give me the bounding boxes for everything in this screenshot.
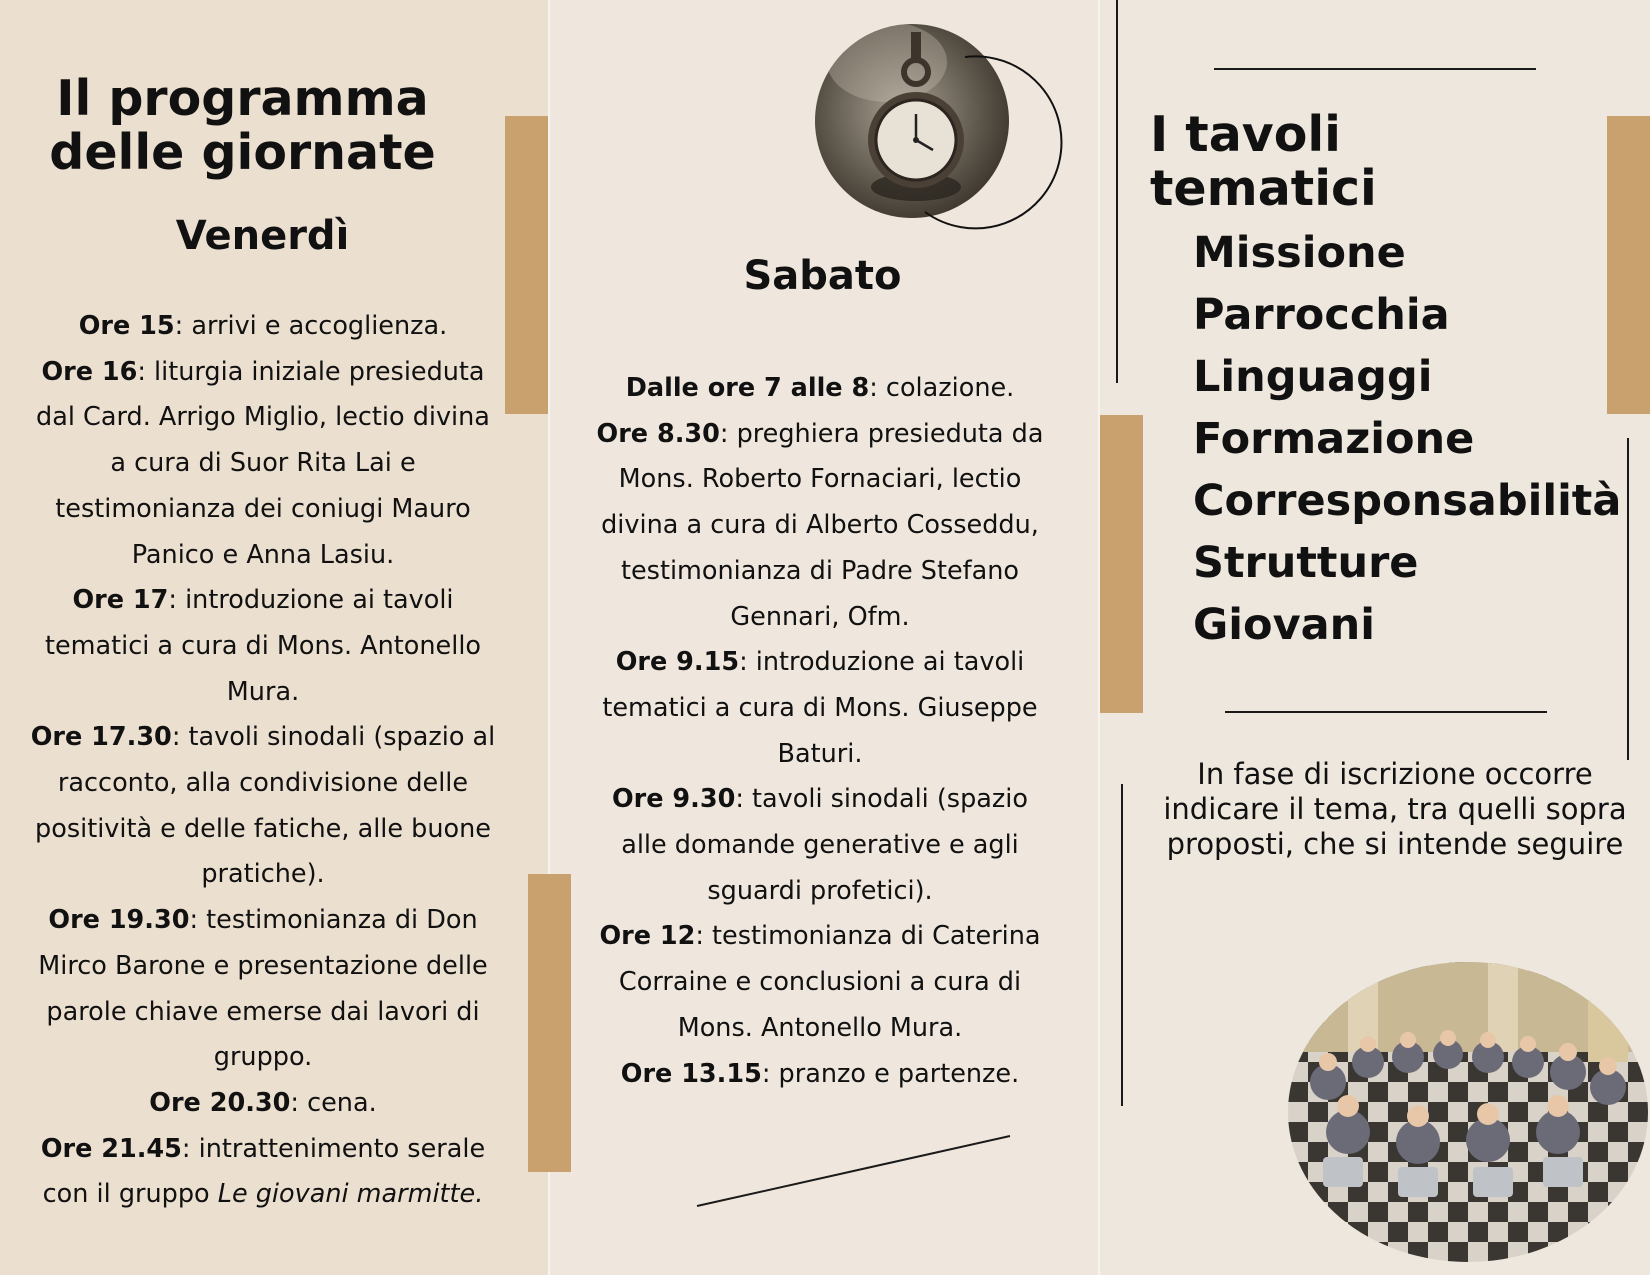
title-line-1: Il programma <box>56 70 429 127</box>
saturday-schedule <box>590 366 1050 1097</box>
topic-item: Formazione <box>1193 414 1475 464</box>
friday-schedule <box>30 304 496 1218</box>
schedule-entry: Ore 15: arrivi e accoglienza. <box>78 311 448 341</box>
schedule-entry: Ore 16: liturgia iniziale presieduta dal Card. Arrigo Miglio, lectio divina a cura di Suor Rita Lai e testimonianza dei coniugi Mauro Panico e Anna Lasiu. <box>36 356 490 570</box>
topic-item: Missione <box>1193 228 1406 278</box>
schedule-entry: Ore 21.45: intrattenimento serale con il gruppo Le giovani marmitte. <box>40 1133 486 1210</box>
topic-item: Corresponsabilità <box>1193 476 1622 526</box>
schedule-entry: Ore 17.30: tavoli sinodali (spazio al racconto, alla condivisione delle positività e delle fatiche, alle buone pratiche). <box>30 722 496 890</box>
schedule-entry: Ore 8.30: preghiera presieduta da Mons. Roberto Fornaciari, lectio divina a cura di Alberto Cosseddu, testimonianza di Padre Stefano Gennari, Ofm. <box>596 418 1044 632</box>
topic-item: Strutture <box>1193 538 1419 588</box>
schedule-entry: Ore 9.30: tavoli sinodali (spazio alle domande generative e agli sguardi profetici). <box>612 784 1028 906</box>
topic-item: Parrocchia <box>1193 290 1450 340</box>
schedule-entry: Ore 17: introduzione ai tavoli tematici a cura di Mons. Antonello Mura. <box>44 585 482 707</box>
schedule-entry: Ore 9.15: introduzione ai tavoli tematici a cura di Mons. Giuseppe Baturi. <box>602 647 1038 769</box>
title-line-2: delle giornate <box>49 123 436 181</box>
group-meeting-photo <box>1288 962 1650 1262</box>
schedule-entry: Ore 13.15: pranzo e partenze. <box>620 1058 1020 1089</box>
topics-list <box>1193 222 1621 656</box>
pocket-watch-photo <box>815 22 1047 227</box>
schedule-entry: Ore 12: testimonianza di Caterina Corraine e conclusioni a cura di Mons. Antonello Mura. <box>599 921 1041 1043</box>
topics-title: I tavoli tematici <box>1150 106 1377 217</box>
program-title <box>30 72 455 180</box>
day-heading-friday: Venerdì <box>175 213 350 259</box>
schedule-entry: Ore 19.30: testimonianza di Don Mirco Barone e presentazione delle parole chiave emerse dai lavori di gruppo. <box>38 905 488 1073</box>
topic-item: Linguaggi <box>1193 352 1433 402</box>
registration-note: In fase di iscrizione occorre indicare il tema, tra quelli sopra proposti, che si intende seguire <box>1163 757 1627 861</box>
day-heading-saturday: Sabato <box>743 253 902 299</box>
schedule-entry: Dalle ore 7 alle 8: colazione. <box>625 373 1015 403</box>
topic-item: Giovani <box>1193 600 1375 650</box>
schedule-entry: Ore 20.30: cena. <box>149 1087 377 1118</box>
